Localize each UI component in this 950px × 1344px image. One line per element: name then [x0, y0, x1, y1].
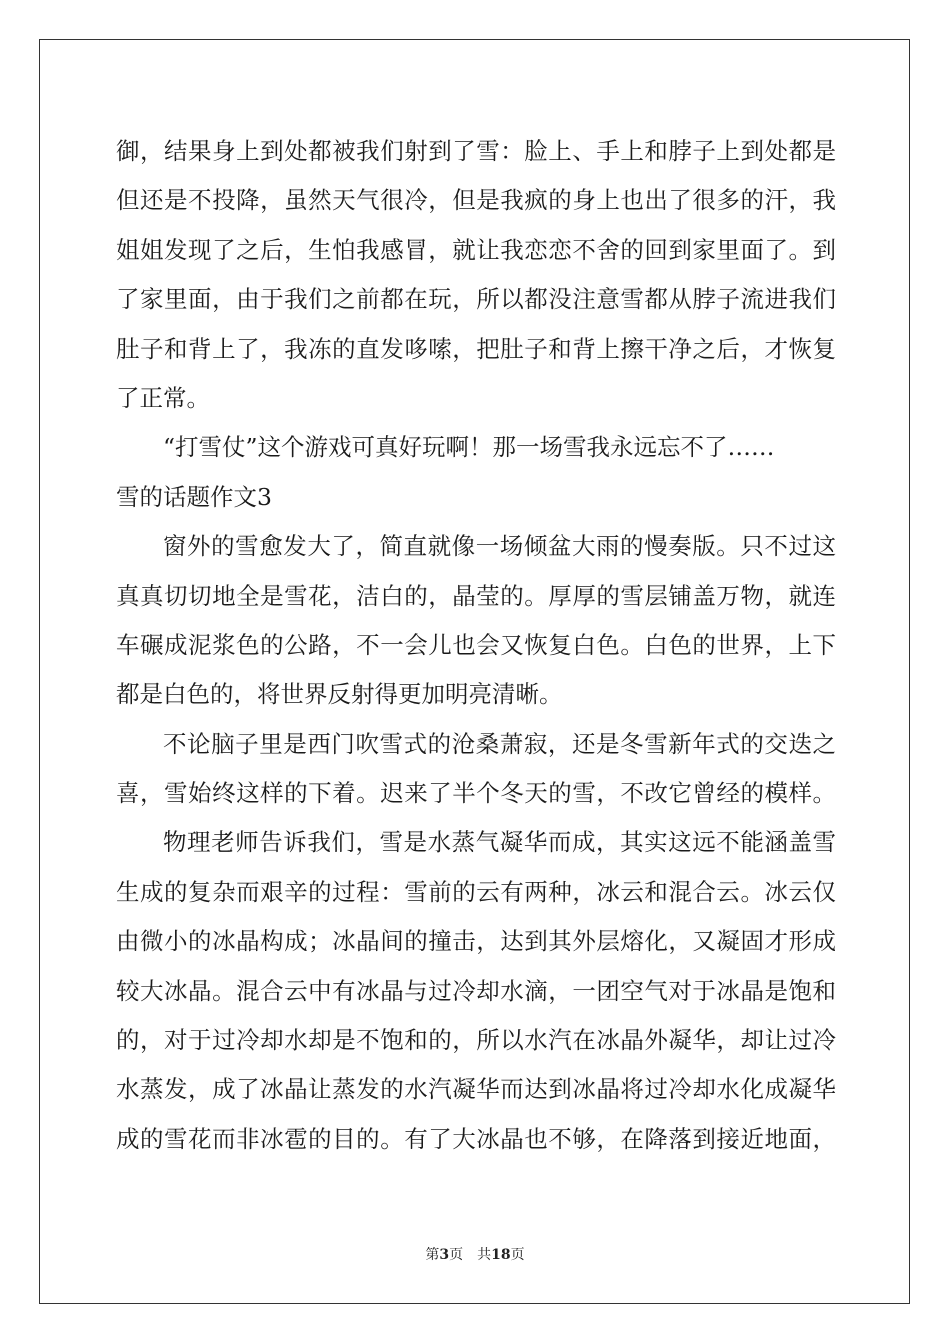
text-line: 窗外的雪愈发大了，简直就像一场倾盆大雨的慢奏版。只不过这: [163, 532, 836, 561]
text-line: 都是白色的，将世界反射得更加明亮清晰。: [116, 680, 563, 709]
page-number: 3: [439, 1247, 450, 1263]
text-line: 喜，雪始终这样的下着。迟来了半个冬天的雪，不改它曾经的模样。: [116, 779, 836, 808]
total-pages: 18: [491, 1247, 511, 1263]
text-line: 水蒸发，成了冰晶让蒸发的水汽凝华而达到冰晶将过冷却水化成凝华: [116, 1075, 836, 1104]
text-line: 成的雪花而非冰雹的目的。有了大冰晶也不够，在降落到接近地面，: [116, 1124, 836, 1153]
text-line: 了家里面，由于我们之前都在玩，所以都没注意雪都从脖子流进我们: [116, 285, 836, 314]
text-line: 较大冰晶。混合云中有冰晶与过冷却水滴，一团空气对于冰晶是饱和: [116, 976, 836, 1005]
text-line: 的，对于过冷却水却是不饱和的，所以水汽在冰晶外凝华，却让过冷: [116, 1026, 836, 1055]
text-line: 车碾成泥浆色的公路，不一会儿也会又恢复白色。白色的世界，上下: [116, 630, 836, 659]
total-label-prefix: 共: [477, 1247, 492, 1263]
text-line: 但还是不投降，虽然天气很冷，但是我疯的身上也出了很多的汗，我: [116, 186, 836, 215]
text-line: 物理老师告诉我们，雪是水蒸气凝华而成，其实这远不能涵盖雪: [163, 828, 836, 857]
page-label-suffix: 页: [449, 1247, 464, 1263]
text-line: 御，结果身上到处都被我们射到了雪：脸上、手上和脖子上到处都是: [116, 137, 836, 165]
text-line: 生成的复杂而艰辛的过程：雪前的云有两种，冰云和混合云。冰云仅: [116, 877, 836, 906]
page-label-prefix: 第: [425, 1247, 440, 1263]
total-label-suffix: 页: [510, 1247, 525, 1263]
text-line: 不论脑子里是西门吹雪式的沧桑萧寂，还是冬雪新年式的交迭之: [163, 729, 836, 758]
text-line: “打雪仗”这个游戏可真好玩啊！那一场雪我永远忘不了……: [163, 433, 775, 462]
document-body: [116, 127, 836, 1164]
text-line: 由微小的冰晶构成；冰晶间的撞击，达到其外层熔化，又凝固才形成: [116, 927, 836, 956]
text-line: 真真切切地全是雪花，洁白的，晶莹的。厚厚的雪层铺盖万物，就连: [116, 581, 836, 610]
text-line: 了正常。: [116, 383, 210, 412]
text-line: 肚子和背上了，我冻的直发哆嗦，把肚子和背上擦干净之后，才恢复: [116, 334, 836, 363]
text-line: 姐姐发现了之后，生怕我感冒，就让我恋恋不舍的回到家里面了。到: [116, 235, 836, 264]
section-heading: 雪的话题作文3: [116, 482, 272, 511]
page-footer: [0, 1244, 950, 1264]
